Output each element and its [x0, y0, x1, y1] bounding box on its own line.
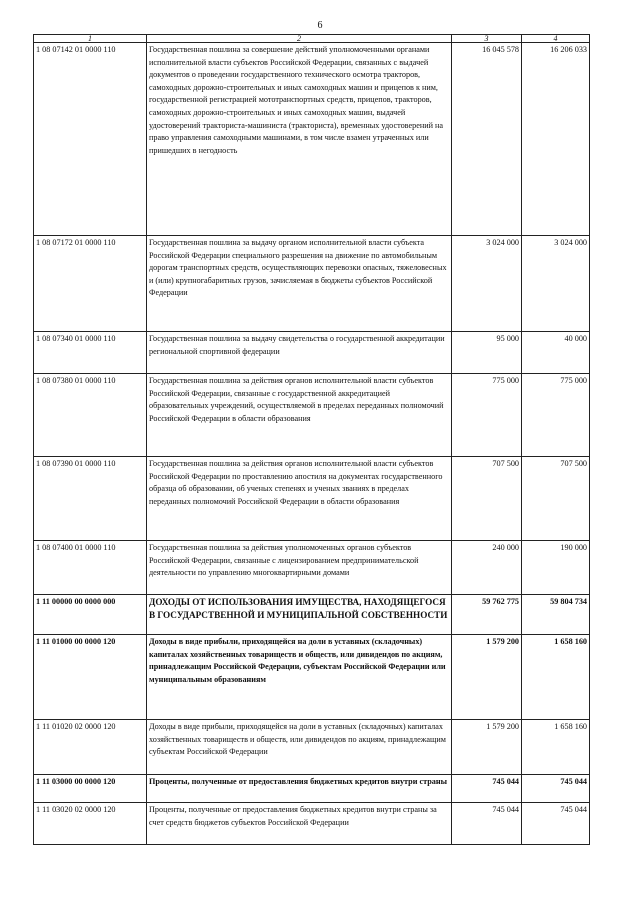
- description-cell: Государственная пошлина за действия уполномоченных органов субъектов Российской Федерации, связанные с лицензированием предпринимательской деятельности по управлению многоквартирными домами: [147, 541, 452, 595]
- amount-col3-cell: 775 000: [452, 374, 522, 457]
- column-header: 3: [452, 35, 522, 43]
- description-cell: Государственная пошлина за выдачу органом исполнительной власти субъекта Российской Федерации специального разрешения на движение по автомобильным дорогам транспортных средств, осуществляющих перевозки опасных, тяжеловесных и (или) крупногабаритных грузов, зачисляемая в бюджеты субъектов Российской Федерации: [147, 236, 452, 332]
- income-code-cell: 1 11 01000 00 0000 120: [34, 635, 147, 720]
- amount-col4-cell: 3 024 000: [522, 236, 590, 332]
- description-cell: ДОХОДЫ ОТ ИСПОЛЬЗОВАНИЯ ИМУЩЕСТВА, НАХОДЯЩЕГОСЯ В ГОСУДАРСТВЕННОЙ И МУНИЦИПАЛЬНОЙ СОБСТВЕННОСТИ: [147, 595, 452, 635]
- income-code-cell: 1 08 07340 01 0000 110: [34, 332, 147, 374]
- table-row: [34, 635, 590, 720]
- table-row: [34, 720, 590, 775]
- amount-col3-cell: 95 000: [452, 332, 522, 374]
- income-code-cell: 1 11 03000 00 0000 120: [34, 775, 147, 803]
- budget-table: [33, 34, 590, 845]
- description-cell: Государственная пошлина за совершение действий уполномоченными органами исполнительной власти субъектов Российской Федерации, связанных с выдачей документов о проведении государственного технического осмотра тракторов, самоходных дорожно-строительных и иных самоходных машин и прицепов к ним, государственной регистрацией мототранспортных средств, прицепов, тракторов, самоходных дорожно-строительных и иных самоходных машин, выдачей удостоверений тракториста-машиниста (тракториста), временных удостоверений на право управления самоходными машинами, в том числе взамен утраченных или пришедших в негодность: [147, 43, 452, 236]
- amount-col4-cell: 775 000: [522, 374, 590, 457]
- table-row: [34, 775, 590, 803]
- amount-col4-cell: 59 804 734: [522, 595, 590, 635]
- amount-col3-cell: 707 500: [452, 457, 522, 541]
- income-code-cell: 1 08 07172 01 0000 110: [34, 236, 147, 332]
- amount-col4-cell: 1 658 160: [522, 635, 590, 720]
- amount-col4-cell: 40 000: [522, 332, 590, 374]
- table-row: [34, 541, 590, 595]
- amount-col4-cell: 190 000: [522, 541, 590, 595]
- amount-col3-cell: 745 044: [452, 803, 522, 845]
- income-code-cell: 1 11 01020 02 0000 120: [34, 720, 147, 775]
- description-cell: Государственная пошлина за действия органов исполнительной власти субъектов Российской Федерации, связанные с государственной аккредитацией образовательных учреждений, осуществляемой в пределах переданных полномочий Российской Федерации в области образования: [147, 374, 452, 457]
- description-cell: Проценты, полученные от предоставления бюджетных кредитов внутри страны за счет средств бюджетов субъектов Российской Федерации: [147, 803, 452, 845]
- income-code-cell: 1 11 03020 02 0000 120: [34, 803, 147, 845]
- description-cell: Проценты, полученные от предоставления бюджетных кредитов внутри страны: [147, 775, 452, 803]
- amount-col3-cell: 1 579 200: [452, 720, 522, 775]
- table-row: [34, 43, 590, 236]
- column-number-row: [34, 35, 590, 43]
- income-code-cell: 1 08 07142 01 0000 110: [34, 43, 147, 236]
- amount-col3-cell: 1 579 200: [452, 635, 522, 720]
- amount-col3-cell: 240 000: [452, 541, 522, 595]
- amount-col4-cell: 16 206 033: [522, 43, 590, 236]
- amount-col4-cell: 1 658 160: [522, 720, 590, 775]
- description-cell: Государственная пошлина за выдачу свидетельства о государственной аккредитации региональной спортивной федерации: [147, 332, 452, 374]
- amount-col3-cell: 16 045 578: [452, 43, 522, 236]
- column-header: 4: [522, 35, 590, 43]
- income-code-cell: 1 08 07380 01 0000 110: [34, 374, 147, 457]
- income-code-cell: 1 11 00000 00 0000 000: [34, 595, 147, 635]
- column-header: 2: [147, 35, 452, 43]
- amount-col3-cell: 59 762 775: [452, 595, 522, 635]
- page-number: 6: [317, 20, 323, 31]
- amount-col4-cell: 745 044: [522, 803, 590, 845]
- description-cell: Государственная пошлина за действия органов исполнительной власти субъектов Российской Федерации по проставлению апостиля на документах государственного образца об образовании, об ученых степенях и ученых званиях в пределах переданных полномочий Российской Федерации в области образования: [147, 457, 452, 541]
- column-header: 1: [34, 35, 147, 43]
- amount-col4-cell: 707 500: [522, 457, 590, 541]
- amount-col3-cell: 3 024 000: [452, 236, 522, 332]
- table-row: [34, 332, 590, 374]
- table-row: [34, 374, 590, 457]
- table-row: [34, 457, 590, 541]
- amount-col3-cell: 745 044: [452, 775, 522, 803]
- income-code-cell: 1 08 07390 01 0000 110: [34, 457, 147, 541]
- table-row: [34, 595, 590, 635]
- table-row: [34, 803, 590, 845]
- table-row: [34, 236, 590, 332]
- description-cell: Доходы в виде прибыли, приходящейся на доли в уставных (складочных) капиталах хозяйственных товариществ и обществ, или дивидендов по акциям, принадлежащим Российской Федерации, субъектам Российской Федерации или муниципальным образованиям: [147, 635, 452, 720]
- amount-col4-cell: 745 044: [522, 775, 590, 803]
- income-code-cell: 1 08 07400 01 0000 110: [34, 541, 147, 595]
- description-cell: Доходы в виде прибыли, приходящейся на доли в уставных (складочных) капиталах хозяйственных товариществ и обществ, или дивидендов по акциям, принадлежащим субъектам Российской Федерации: [147, 720, 452, 775]
